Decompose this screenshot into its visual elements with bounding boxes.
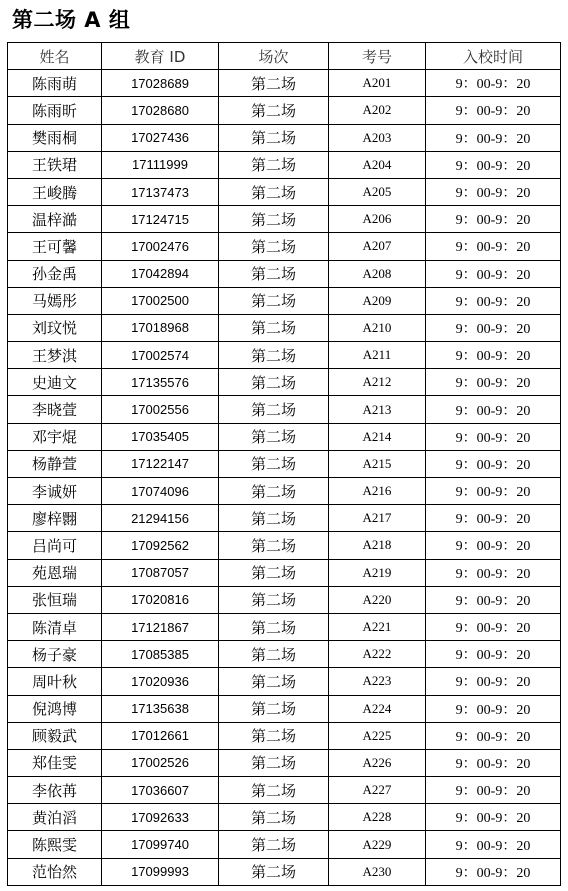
cell-session: 第二场 — [219, 124, 329, 151]
cell-name: 李依苒 — [8, 777, 102, 804]
table-row — [8, 450, 561, 477]
table-row — [8, 722, 561, 749]
cell-edu-id: 17018968 — [102, 314, 219, 341]
cell-session: 第二场 — [219, 314, 329, 341]
table-row — [8, 97, 561, 124]
table-row — [8, 396, 561, 423]
cell-name: 王梦淇 — [8, 342, 102, 369]
cell-session: 第二场 — [219, 613, 329, 640]
cell-exam-no: A226 — [329, 749, 426, 776]
cell-name: 李诚妍 — [8, 478, 102, 505]
table-row — [8, 749, 561, 776]
cell-entry-time: 9：00-9：20 — [426, 396, 561, 423]
cell-session: 第二场 — [219, 559, 329, 586]
cell-edu-id: 17085385 — [102, 641, 219, 668]
cell-entry-time: 9：00-9：20 — [426, 287, 561, 314]
table-row — [8, 831, 561, 858]
cell-session: 第二场 — [219, 586, 329, 613]
cell-session: 第二场 — [219, 505, 329, 532]
cell-name: 顾毅武 — [8, 722, 102, 749]
cell-exam-no: A214 — [329, 423, 426, 450]
cell-exam-no: A213 — [329, 396, 426, 423]
cell-name: 马嫣彤 — [8, 287, 102, 314]
cell-session: 第二场 — [219, 206, 329, 233]
cell-session: 第二场 — [219, 423, 329, 450]
cell-edu-id: 17137473 — [102, 178, 219, 205]
header-entry-time: 入校时间 — [426, 43, 561, 70]
cell-name: 黄泊滔 — [8, 804, 102, 831]
cell-edu-id: 17074096 — [102, 478, 219, 505]
cell-exam-no: A202 — [329, 97, 426, 124]
cell-entry-time: 9：00-9：20 — [426, 722, 561, 749]
table-row — [8, 532, 561, 559]
cell-edu-id: 17020936 — [102, 668, 219, 695]
table-row — [8, 858, 561, 885]
cell-session: 第二场 — [219, 478, 329, 505]
cell-name: 张恒瑞 — [8, 586, 102, 613]
cell-name: 廖梓翾 — [8, 505, 102, 532]
cell-session: 第二场 — [219, 858, 329, 885]
cell-edu-id: 17012661 — [102, 722, 219, 749]
cell-name: 郑佳雯 — [8, 749, 102, 776]
cell-name: 杨静萱 — [8, 450, 102, 477]
cell-exam-no: A219 — [329, 559, 426, 586]
table-row — [8, 478, 561, 505]
cell-session: 第二场 — [219, 668, 329, 695]
cell-entry-time: 9：00-9：20 — [426, 124, 561, 151]
cell-name: 倪鸿博 — [8, 695, 102, 722]
cell-edu-id: 17027436 — [102, 124, 219, 151]
cell-exam-no: A204 — [329, 151, 426, 178]
cell-session: 第二场 — [219, 342, 329, 369]
cell-edu-id: 17087057 — [102, 559, 219, 586]
cell-edu-id: 17002500 — [102, 287, 219, 314]
header-row — [8, 43, 561, 70]
cell-entry-time: 9：00-9：20 — [426, 668, 561, 695]
cell-exam-no: A228 — [329, 804, 426, 831]
cell-edu-id: 21294156 — [102, 505, 219, 532]
cell-session: 第二场 — [219, 233, 329, 260]
cell-entry-time: 9：00-9：20 — [426, 559, 561, 586]
table-row — [8, 314, 561, 341]
cell-name: 李晓萱 — [8, 396, 102, 423]
table-row — [8, 695, 561, 722]
cell-session: 第二场 — [219, 70, 329, 97]
cell-exam-no: A201 — [329, 70, 426, 97]
table-row — [8, 505, 561, 532]
cell-entry-time: 9：00-9：20 — [426, 532, 561, 559]
cell-name: 杨子豪 — [8, 641, 102, 668]
header-session: 场次 — [219, 43, 329, 70]
cell-session: 第二场 — [219, 369, 329, 396]
cell-edu-id: 17122147 — [102, 450, 219, 477]
cell-name: 史迪文 — [8, 369, 102, 396]
cell-entry-time: 9：00-9：20 — [426, 450, 561, 477]
cell-entry-time: 9：00-9：20 — [426, 260, 561, 287]
cell-exam-no: A211 — [329, 342, 426, 369]
cell-exam-no: A224 — [329, 695, 426, 722]
table-row — [8, 369, 561, 396]
cell-entry-time: 9：00-9：20 — [426, 831, 561, 858]
cell-edu-id: 17092633 — [102, 804, 219, 831]
cell-edu-id: 17111999 — [102, 151, 219, 178]
cell-exam-no: A206 — [329, 206, 426, 233]
cell-session: 第二场 — [219, 178, 329, 205]
cell-edu-id: 17035405 — [102, 423, 219, 450]
cell-name: 陈雨萌 — [8, 70, 102, 97]
cell-entry-time: 9：00-9：20 — [426, 505, 561, 532]
cell-session: 第二场 — [219, 749, 329, 776]
cell-name: 孙金禹 — [8, 260, 102, 287]
header-name: 姓名 — [8, 43, 102, 70]
cell-exam-no: A205 — [329, 178, 426, 205]
cell-entry-time: 9：00-9：20 — [426, 804, 561, 831]
cell-name: 樊雨桐 — [8, 124, 102, 151]
cell-edu-id: 17020816 — [102, 586, 219, 613]
table-row — [8, 124, 561, 151]
cell-session: 第二场 — [219, 831, 329, 858]
table-row — [8, 777, 561, 804]
cell-entry-time: 9：00-9：20 — [426, 423, 561, 450]
cell-exam-no: A203 — [329, 124, 426, 151]
cell-session: 第二场 — [219, 151, 329, 178]
cell-entry-time: 9：00-9：20 — [426, 749, 561, 776]
cell-name: 邓宇焜 — [8, 423, 102, 450]
cell-edu-id: 17002574 — [102, 342, 219, 369]
table-row — [8, 233, 561, 260]
cell-edu-id: 17002476 — [102, 233, 219, 260]
table-row — [8, 641, 561, 668]
table-row — [8, 178, 561, 205]
page-title: 第二场 A 组 — [12, 8, 131, 32]
header-exam-no: 考号 — [329, 43, 426, 70]
table-row — [8, 151, 561, 178]
cell-exam-no: A220 — [329, 586, 426, 613]
roster-body — [8, 70, 561, 886]
cell-edu-id: 17135638 — [102, 695, 219, 722]
cell-session: 第二场 — [219, 722, 329, 749]
cell-name: 陈雨昕 — [8, 97, 102, 124]
cell-entry-time: 9：00-9：20 — [426, 314, 561, 341]
cell-session: 第二场 — [219, 450, 329, 477]
cell-name: 范怡然 — [8, 858, 102, 885]
cell-session: 第二场 — [219, 641, 329, 668]
cell-exam-no: A225 — [329, 722, 426, 749]
cell-entry-time: 9：00-9：20 — [426, 613, 561, 640]
cell-exam-no: A221 — [329, 613, 426, 640]
cell-name: 陈熙雯 — [8, 831, 102, 858]
cell-entry-time: 9：00-9：20 — [426, 858, 561, 885]
table-row — [8, 206, 561, 233]
cell-edu-id: 17099993 — [102, 858, 219, 885]
table-row — [8, 342, 561, 369]
cell-session: 第二场 — [219, 532, 329, 559]
cell-edu-id: 17042894 — [102, 260, 219, 287]
cell-exam-no: A208 — [329, 260, 426, 287]
cell-exam-no: A229 — [329, 831, 426, 858]
cell-session: 第二场 — [219, 804, 329, 831]
cell-name: 苑恩瑞 — [8, 559, 102, 586]
cell-name: 刘玟悦 — [8, 314, 102, 341]
cell-name: 王铁珺 — [8, 151, 102, 178]
cell-name: 陈清卓 — [8, 613, 102, 640]
cell-exam-no: A209 — [329, 287, 426, 314]
cell-session: 第二场 — [219, 260, 329, 287]
cell-entry-time: 9：00-9：20 — [426, 206, 561, 233]
table-row — [8, 559, 561, 586]
cell-entry-time: 9：00-9：20 — [426, 641, 561, 668]
cell-session: 第二场 — [219, 396, 329, 423]
cell-session: 第二场 — [219, 97, 329, 124]
cell-edu-id: 17028680 — [102, 97, 219, 124]
table-row — [8, 586, 561, 613]
cell-exam-no: A215 — [329, 450, 426, 477]
cell-exam-no: A223 — [329, 668, 426, 695]
cell-exam-no: A218 — [329, 532, 426, 559]
cell-session: 第二场 — [219, 287, 329, 314]
table-row — [8, 287, 561, 314]
cell-edu-id: 17036607 — [102, 777, 219, 804]
cell-entry-time: 9：00-9：20 — [426, 369, 561, 396]
cell-name: 周叶秋 — [8, 668, 102, 695]
roster-table — [7, 42, 561, 886]
header-edu-id: 教育 ID — [102, 43, 219, 70]
cell-name: 王可馨 — [8, 233, 102, 260]
cell-exam-no: A207 — [329, 233, 426, 260]
table-row — [8, 423, 561, 450]
cell-edu-id: 17028689 — [102, 70, 219, 97]
table-row — [8, 260, 561, 287]
cell-exam-no: A222 — [329, 641, 426, 668]
cell-exam-no: A216 — [329, 478, 426, 505]
cell-name: 王峻腾 — [8, 178, 102, 205]
table-row — [8, 668, 561, 695]
cell-name: 吕尚可 — [8, 532, 102, 559]
cell-edu-id: 17092562 — [102, 532, 219, 559]
cell-edu-id: 17099740 — [102, 831, 219, 858]
table-row — [8, 613, 561, 640]
cell-edu-id: 17135576 — [102, 369, 219, 396]
cell-session: 第二场 — [219, 777, 329, 804]
cell-exam-no: A212 — [329, 369, 426, 396]
cell-entry-time: 9：00-9：20 — [426, 151, 561, 178]
cell-entry-time: 9：00-9：20 — [426, 178, 561, 205]
cell-name: 温梓澔 — [8, 206, 102, 233]
cell-entry-time: 9：00-9：20 — [426, 586, 561, 613]
cell-entry-time: 9：00-9：20 — [426, 70, 561, 97]
cell-entry-time: 9：00-9：20 — [426, 233, 561, 260]
cell-entry-time: 9：00-9：20 — [426, 695, 561, 722]
cell-exam-no: A230 — [329, 858, 426, 885]
cell-entry-time: 9：00-9：20 — [426, 97, 561, 124]
cell-edu-id: 17124715 — [102, 206, 219, 233]
table-row — [8, 804, 561, 831]
cell-edu-id: 17002526 — [102, 749, 219, 776]
table-row — [8, 70, 561, 97]
cell-exam-no: A227 — [329, 777, 426, 804]
cell-exam-no: A217 — [329, 505, 426, 532]
cell-exam-no: A210 — [329, 314, 426, 341]
cell-entry-time: 9：00-9：20 — [426, 342, 561, 369]
cell-edu-id: 17121867 — [102, 613, 219, 640]
cell-entry-time: 9：00-9：20 — [426, 777, 561, 804]
cell-edu-id: 17002556 — [102, 396, 219, 423]
cell-session: 第二场 — [219, 695, 329, 722]
cell-entry-time: 9：00-9：20 — [426, 478, 561, 505]
